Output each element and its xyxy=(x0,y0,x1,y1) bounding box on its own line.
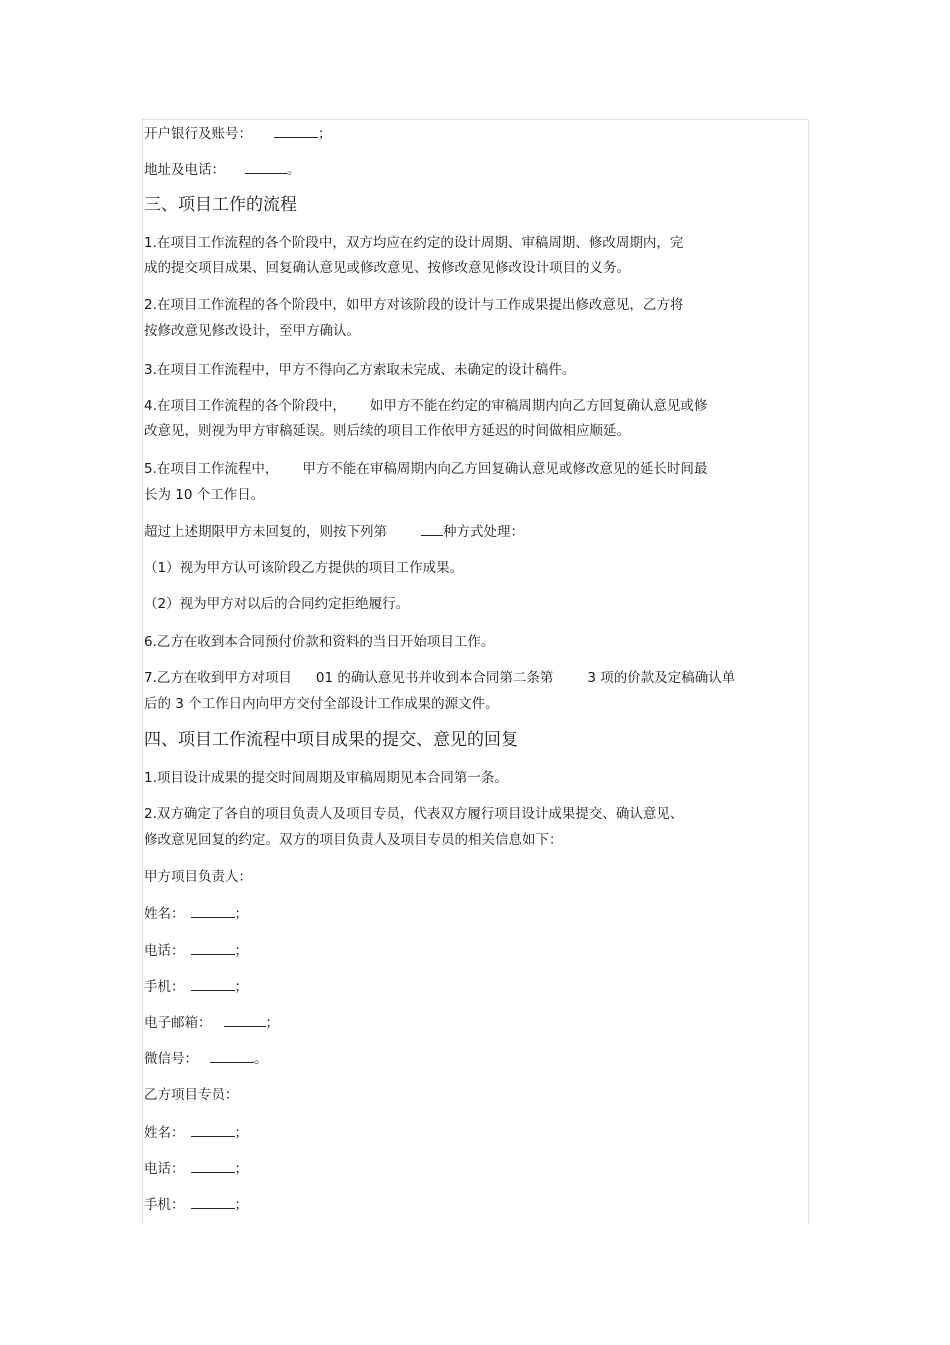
party-b-mobile: 手机： ； xyxy=(144,1197,248,1213)
s3-para6: 6.乙方在收到本合同预付价款和资料的当日开始项目工作。 xyxy=(144,634,495,650)
section4-heading: 四、项目工作流程中项目成果的提交、意见的回复 xyxy=(144,730,518,750)
party-a-name: 姓名： ； xyxy=(144,906,248,922)
s3-para4-line2: 改意见，则视为甲方审稿延误。则后续的项目工作依甲方延迟的时间做相应顺延。 xyxy=(144,423,630,439)
s3-para1-line1: 1.在项目工作流程的各个阶段中，双方均应在约定的设计周期、审稿周期、修改周期内，完 xyxy=(144,235,684,251)
s4-para2-line2: 修改意见回复的约定。双方的项目负责人及项目专员的相关信息如下： xyxy=(144,832,563,848)
party-b-staff-title: 乙方项目专员： xyxy=(144,1087,239,1103)
blank-field xyxy=(191,942,235,955)
s3-para7-line1: 7.乙方在收到甲方对项目 01 的确认意见书并收到本合同第二条第 3 项的价款及定稿确认单 xyxy=(144,670,736,686)
party-a-wechat: 微信号： 。 xyxy=(144,1051,268,1067)
blank-field xyxy=(245,161,287,174)
party-a-email: 电子邮箱： ； xyxy=(144,1015,279,1031)
s4-para1: 1.项目设计成果的提交时间周期及审稿周期见本合同第一条。 xyxy=(144,770,508,786)
s3-para4-line1: 4.在项目工作流程的各个阶段中， 如甲方不能在约定的审稿周期内向乙方回复确认意见或修 xyxy=(144,398,708,414)
blank-field xyxy=(191,1124,235,1137)
bank-account-line: 开户银行及账号： ； xyxy=(144,126,332,142)
blank-field xyxy=(191,1160,235,1173)
party-a-mobile: 手机： ； xyxy=(144,979,248,995)
s4-para2-line1: 2.双方确定了各自的项目负责人及项目专员，代表双方履行项目设计成果提交、确认意见、 xyxy=(144,806,684,822)
party-b-name: 姓名： ； xyxy=(144,1125,248,1141)
blank-field xyxy=(224,1014,266,1027)
s3-para3: 3.在项目工作流程中，甲方不得向乙方索取未完成、未确定的设计稿件。 xyxy=(144,362,576,378)
blank-field xyxy=(191,1196,235,1209)
blank-field xyxy=(191,905,235,918)
blank-field xyxy=(274,125,318,138)
s3-para2-line1: 2.在项目工作流程的各个阶段中，如甲方对该阶段的设计与工作成果提出修改意见，乙方将 xyxy=(144,297,684,313)
blank-field xyxy=(421,523,443,536)
option-1: （1）视为甲方认可该阶段乙方提供的项目工作成果。 xyxy=(144,560,464,576)
party-a-lead-title: 甲方项目负责人： xyxy=(144,869,252,885)
s3-para7-line2: 后的 3 个工作日内向甲方交付全部设计工作成果的源文件。 xyxy=(144,696,499,712)
blank-field xyxy=(210,1050,254,1063)
blank-field xyxy=(191,978,235,991)
party-b-tel: 电话： ； xyxy=(144,1161,248,1177)
s3-para2-line2: 按修改意见修改设计，至甲方确认。 xyxy=(144,323,360,339)
overdue-line: 超过上述期限甲方未回复的，则按下列第 种方式处理： xyxy=(144,524,524,540)
party-a-tel: 电话： ； xyxy=(144,943,248,959)
section3-heading: 三、项目工作的流程 xyxy=(144,195,297,215)
s3-para5-line2: 长为 10 个工作日。 xyxy=(144,487,265,503)
s3-para5-line1: 5.在项目工作流程中， 甲方不能在审稿周期内向乙方回复确认意见或修改意见的延长时间最 xyxy=(144,461,708,477)
address-phone-line: 地址及电话： 。 xyxy=(144,162,301,178)
option-2: （2）视为甲方对以后的合同约定拒绝履行。 xyxy=(144,596,410,612)
s3-para1-line2: 成的提交项目成果、回复确认意见或修改意见、按修改意见修改设计项目的义务。 xyxy=(144,260,630,276)
